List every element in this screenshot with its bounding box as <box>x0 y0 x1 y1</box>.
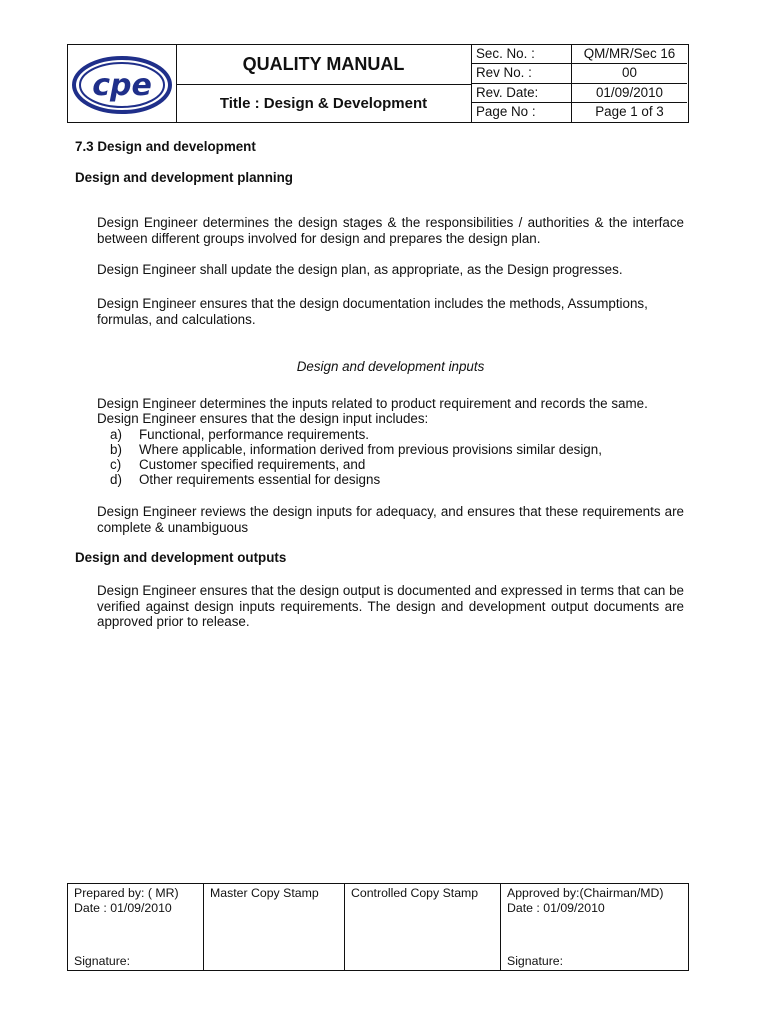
prepared-signature: Signature: <box>74 954 131 968</box>
list-text: Customer specified requirements, and <box>139 457 366 472</box>
cpe-logo-icon <box>68 45 176 122</box>
document-subtitle: Title : Design & Development <box>219 94 428 112</box>
list-item <box>97 442 684 458</box>
meta-table <box>471 45 687 122</box>
approved-signature: Signature: <box>507 954 564 968</box>
prepared-cell <box>68 884 204 970</box>
meta-row-rev <box>471 64 687 83</box>
inputs-line-1: Design Engineer determines the inputs related to product requirement and records the same. <box>97 396 648 411</box>
planning-heading: Design and development planning <box>75 170 293 185</box>
controlled-copy-label: Controlled Copy Stamp <box>351 886 479 900</box>
meta-label: Page No : <box>471 103 572 122</box>
logo-text: cpe <box>92 68 152 103</box>
planning-para-2: Design Engineer shall update the design plan, as appropriate, as the Design progresses. <box>97 262 623 277</box>
meta-label: Rev No. : <box>471 64 572 82</box>
inputs-heading: Design and development inputs <box>296 359 485 374</box>
list-item <box>97 472 684 488</box>
planning-para-3: Design Engineer ensures that the design documentation includes the methods, Assumptions, formulas, and calculations. <box>97 296 648 327</box>
company-logo <box>68 45 177 122</box>
meta-value: 01/09/2010 <box>595 84 664 100</box>
list-label: c) <box>110 457 122 472</box>
master-copy-stamp-cell <box>204 884 345 970</box>
meta-value: Page 1 of 3 <box>595 103 664 119</box>
document-header <box>67 44 689 123</box>
inputs-line-2: Design Engineer ensures that the design input includes: <box>97 411 429 426</box>
list-label: a) <box>110 427 122 442</box>
approved-cell <box>501 884 688 970</box>
meta-row-date <box>471 84 687 103</box>
controlled-copy-stamp-cell <box>345 884 501 970</box>
meta-row-sec <box>471 45 687 64</box>
inputs-review-para: Design Engineer reviews the design inputs for adequacy, and ensures that these requirements are complete & unambiguous <box>97 504 684 535</box>
outputs-heading: Design and development outputs <box>75 550 287 565</box>
approved-date: Date : 01/09/2010 <box>507 901 605 915</box>
outputs-para: Design Engineer ensures that the design output is documented and expressed in terms that can be verified against design inputs requirements. The design and development output documents are approved prior to release. <box>97 583 684 629</box>
meta-label: Rev. Date: <box>471 84 572 102</box>
list-text: Other requirements essential for designs <box>139 472 381 487</box>
meta-label: Sec. No. : <box>471 45 572 63</box>
meta-value: 00 <box>622 65 637 81</box>
prepared-by: Prepared by: ( MR) <box>74 886 179 900</box>
master-copy-label: Master Copy Stamp <box>210 886 319 900</box>
list-item <box>97 457 684 473</box>
list-text: Functional, performance requirements. <box>139 427 369 442</box>
meta-row-page <box>471 103 687 122</box>
list-item <box>97 427 684 443</box>
approved-by: Approved by:(Chairman/MD) <box>507 886 664 900</box>
section-heading: 7.3 Design and development <box>75 139 256 154</box>
meta-value: QM/MR/Sec 16 <box>583 46 676 61</box>
prepared-date: Date : 01/09/2010 <box>74 901 172 915</box>
approval-table <box>67 883 689 971</box>
list-label: b) <box>110 442 122 457</box>
document-title: QUALITY MANUAL <box>176 45 471 85</box>
list-text: Where applicable, information derived from previous provisions similar design, <box>139 442 602 457</box>
list-label: d) <box>110 472 122 487</box>
planning-para-1: Design Engineer determines the design stages & the responsibilities / authorities & the interface between different groups involved for design and prepares the design plan. <box>97 215 684 246</box>
